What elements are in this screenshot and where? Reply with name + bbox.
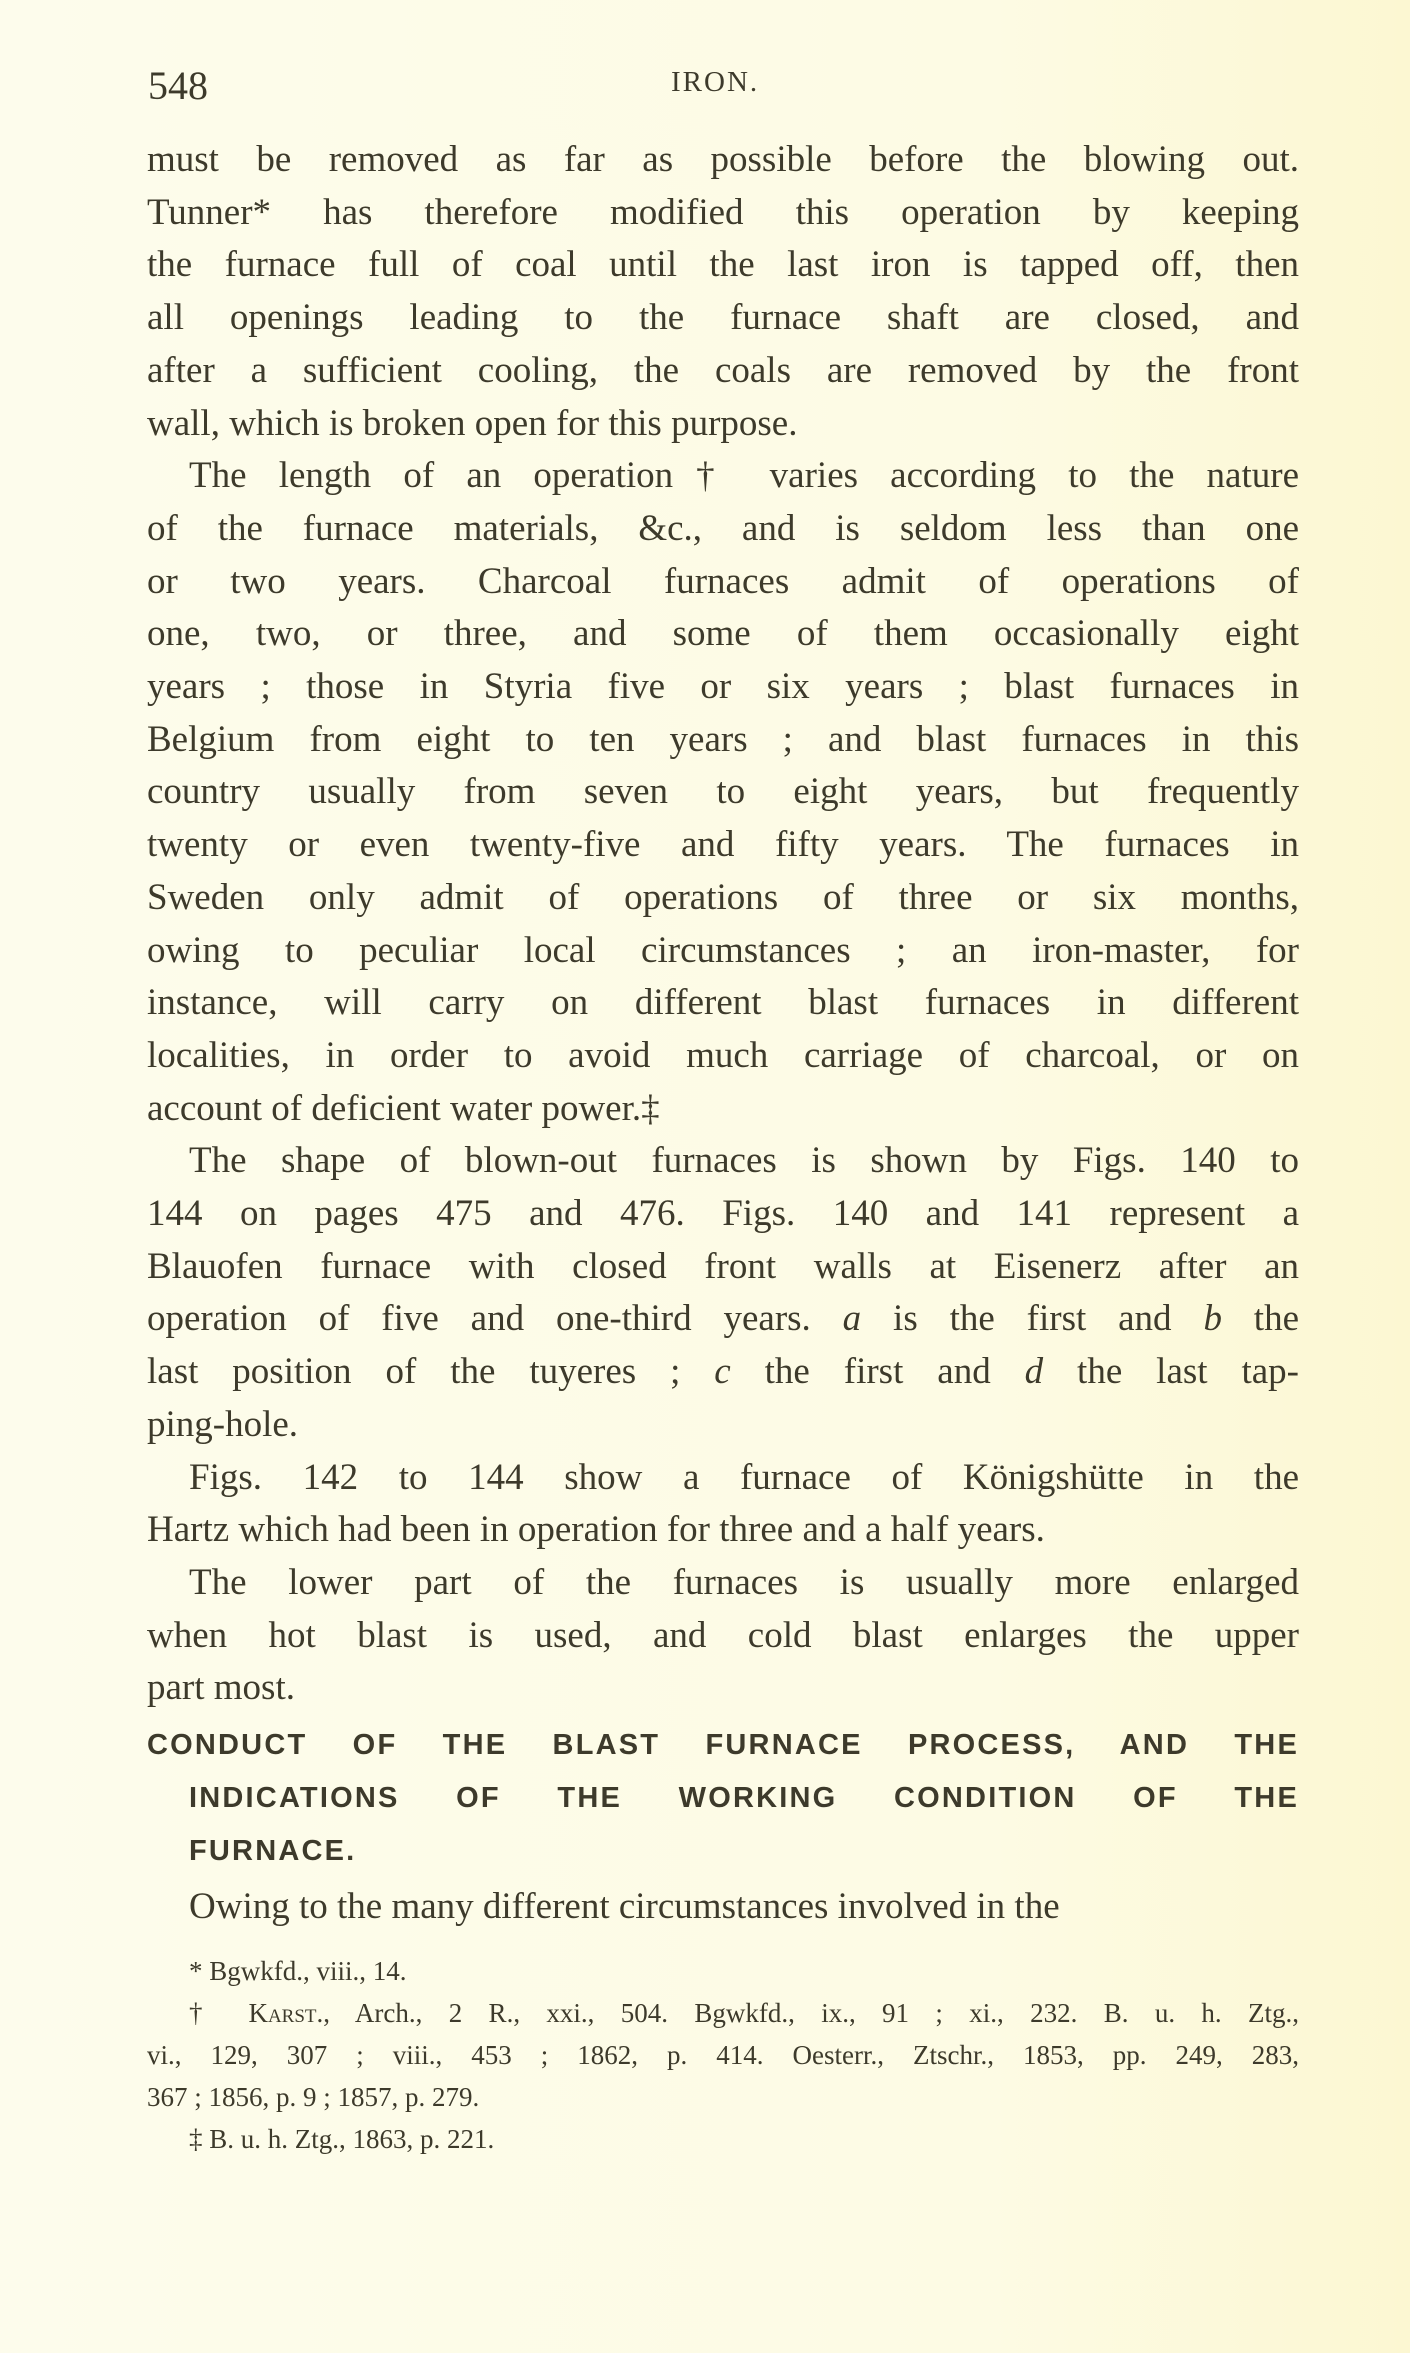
text-segment: is the first and xyxy=(861,1298,1204,1340)
running-title: IRON. xyxy=(671,66,760,98)
footnote-dagger-line: vi., 129, 307 ; viii., 453 ; 1862, p. 414. Oesterr., Ztschr., 1853, pp. 249, 283, xyxy=(147,2040,1299,2070)
text-line: Belgium from eight to ten years ; and blast furnaces in this xyxy=(147,718,1299,760)
text-line: the furnace full of coal until the last iron is tapped off, then xyxy=(147,244,1299,286)
text-line: must be removed as far as possible before the blowing out. xyxy=(147,139,1299,180)
text-line: country usually from seven to eight years, but frequently xyxy=(147,771,1299,813)
text-line: when hot blast is used, and cold blast enlarges the upper xyxy=(147,1614,1299,1656)
text-line: account of deficient water power.‡ xyxy=(147,1087,660,1129)
text-line: years ; those in Styria five or six years ; blast furnaces in xyxy=(147,666,1299,708)
text-line: Blauofen furnace with closed front walls at Eisenerz after an xyxy=(147,1245,1299,1287)
paragraph xyxy=(147,134,1299,450)
text-line: The lower part of the furnaces is usually more enlarged xyxy=(189,1561,1299,1603)
paragraph xyxy=(147,450,1299,1135)
final-paragraph-line: Owing to the many different circumstances involved in the xyxy=(189,1886,1060,1928)
text-segment: the xyxy=(1221,1298,1300,1340)
text-line: instance, will carry on different blast furnaces in different xyxy=(147,982,1299,1024)
body-text xyxy=(147,134,1299,1934)
text-segment: the last tap- xyxy=(1043,1351,1299,1393)
section-heading xyxy=(147,1719,1299,1877)
text-line xyxy=(147,1293,1299,1346)
footnote-star: * Bgwkfd., viii., 14. xyxy=(189,1956,407,1986)
text-line: owing to peculiar local circumstances ; an iron-master, for xyxy=(147,929,1299,971)
heading-line: FURNACE. xyxy=(189,1834,357,1867)
italic-letter: c xyxy=(714,1351,731,1393)
page-number: 548 xyxy=(148,63,208,108)
text-line: The length of an operation† varies according to the nature xyxy=(189,455,1299,497)
footnote-dagger-line xyxy=(147,1992,1299,2034)
text-segment: operation of five and one-third years. xyxy=(147,1298,843,1340)
text-line xyxy=(147,1346,1299,1399)
text-line: Sweden only admit of operations of three or six months, xyxy=(147,876,1299,918)
text-line: 144 on pages 475 and 476. Figs. 140 and 141 represent a xyxy=(147,1193,1299,1235)
page-header xyxy=(148,62,1298,112)
text-line: Figs. 142 to 144 show a furnace of Königshütte in the xyxy=(189,1456,1299,1498)
text-line: Tunner* has therefore modified this operation by keeping xyxy=(147,191,1299,233)
text-segment: last position of the tuyeres ; xyxy=(147,1351,715,1393)
text-line: The shape of blown-out furnaces is shown by Figs. 140 to xyxy=(189,1140,1299,1182)
text-line: localities, in order to avoid much carriage of charcoal, or on xyxy=(147,1034,1299,1076)
text-line: one, two, or three, and some of them occasionally eight xyxy=(147,613,1299,655)
italic-letter: d xyxy=(1024,1351,1044,1393)
heading-line: INDICATIONS OF THE WORKING CONDITION OF THE xyxy=(189,1781,1299,1814)
text-segment: the first and xyxy=(730,1351,1025,1393)
italic-letter: a xyxy=(842,1298,862,1340)
text-line: all openings leading to the furnace shaft are closed, and xyxy=(147,297,1299,339)
paragraph xyxy=(147,1135,1299,1451)
footnote-dagger-line: 367 ; 1856, p. 9 ; 1857, p. 279. xyxy=(147,2082,480,2112)
paragraphs xyxy=(147,134,1299,1715)
footnote-text: , Arch., 2 R., xxi., 504. Bgwkfd., ix., 91 ; xi., 232. B. u. h. Ztg., xyxy=(323,1998,1300,2028)
paragraph xyxy=(147,1452,1299,1557)
footnote-double-dagger: ‡ B. u. h. Ztg., 1863, p. 221. xyxy=(189,2124,495,2154)
text-line: of the furnace materials, &c., and is seldom less than one xyxy=(147,507,1299,549)
text-line: or two years. Charcoal furnaces admit of operations of xyxy=(147,560,1299,602)
heading-line: CONDUCT OF THE BLAST FURNACE PROCESS, AND THE xyxy=(147,1729,1299,1762)
italic-letter: b xyxy=(1203,1298,1222,1340)
text-line: twenty or even twenty-five and fifty years. The furnaces in xyxy=(147,824,1299,866)
dagger-mark: † xyxy=(189,1998,249,2028)
text-line: wall, which is broken open for this purpose. xyxy=(147,402,798,444)
paragraph xyxy=(147,1557,1299,1715)
footnote-author: Karst. xyxy=(248,1998,324,2028)
text-line: Hartz which had been in operation for three and a half years. xyxy=(147,1509,1045,1551)
text-line: ping-hole. xyxy=(147,1403,299,1445)
text-line: after a sufficient cooling, the coals are removed by the front xyxy=(147,349,1299,391)
footnotes xyxy=(147,1950,1299,2160)
text-line: part most. xyxy=(147,1667,295,1709)
